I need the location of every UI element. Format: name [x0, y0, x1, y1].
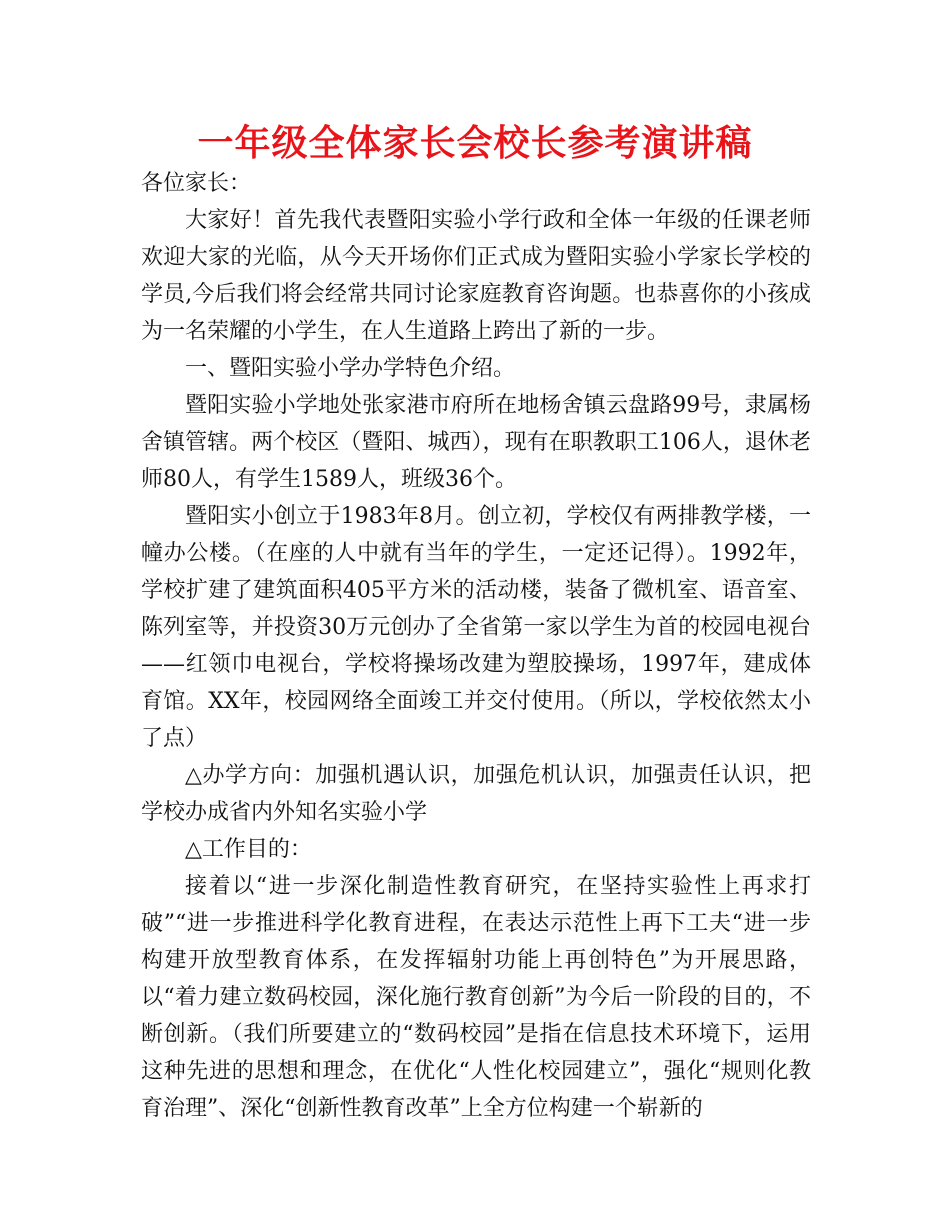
section-heading-school-intro: 一、暨阳实验小学办学特色介绍。 — [185, 356, 516, 381]
paragraph-work-goal-detail: 接着以“进一步深化制造性教育研究，在坚持实验性上再求打破”“进一步推进科学化教育进程，在表达示范性上再下工夫“进一步构建开放型教育体系，在发挥辐射功能上再创特色”为开展思路，以“着力建立数码校园，深化施行教育创新”为今后一阶段的目的，不断创新。（我们所要建立的“数码校园”是指在信息技术环境下，运用这种先进的思想和理念，在优化“人性化校园建立”，强化“规则化教育治理”、深化“创新性教育改革”上全方位构建一个崭新的 — [141, 874, 811, 1121]
document-title: 一年级全体家长会校长参考演讲稿 — [197, 123, 753, 164]
paragraph-school-history: 暨阳实小创立于1983年8月。创立初，学校仅有两排教学楼，一幢办公楼。（在座的人中就有当年的学生，一定还记得）。1992年，学校扩建了建筑面积405平方米的活动楼，装备了微机室、语音室、陈列室等，并投资30万元创办了全省第一家以学生为首的校园电视台——红领巾电视台，学校将操场改建为塑胶操场，1997年，建成体育馆。XX年，校园网络全面竣工并交付使用。（所以，学校依然太小了点） — [141, 504, 811, 751]
paragraph-greeting: 大家好！首先我代表暨阳实验小学行政和全体一年级的任课老师欢迎大家的光临，从今天开场你们正式成为暨阳实验小学家长学校的学员,今后我们将会经常共同讨论家庭教育咨询题。也恭喜你的小孩成为一名荣耀的小学生，在人生道路上跨出了新的一步。 — [141, 208, 811, 344]
paragraph-work-goal-heading: △工作目的： — [185, 837, 312, 862]
paragraph-school-direction: △办学方向：加强机遇认识，加强危机认识，加强责任认识，把学校办成省内外知名实验小学 — [141, 763, 811, 825]
document-body — [141, 165, 811, 1127]
paragraph-school-location: 暨阳实验小学地处张家港市府所在地杨舍镇云盘路99号，隶属杨舍镇管辖。两个校区（暨阳、城西），现有在职教职工106人，退休老师80人，有学生1589人，班级36个。 — [141, 393, 811, 492]
salutation: 各位家长： — [141, 171, 252, 196]
